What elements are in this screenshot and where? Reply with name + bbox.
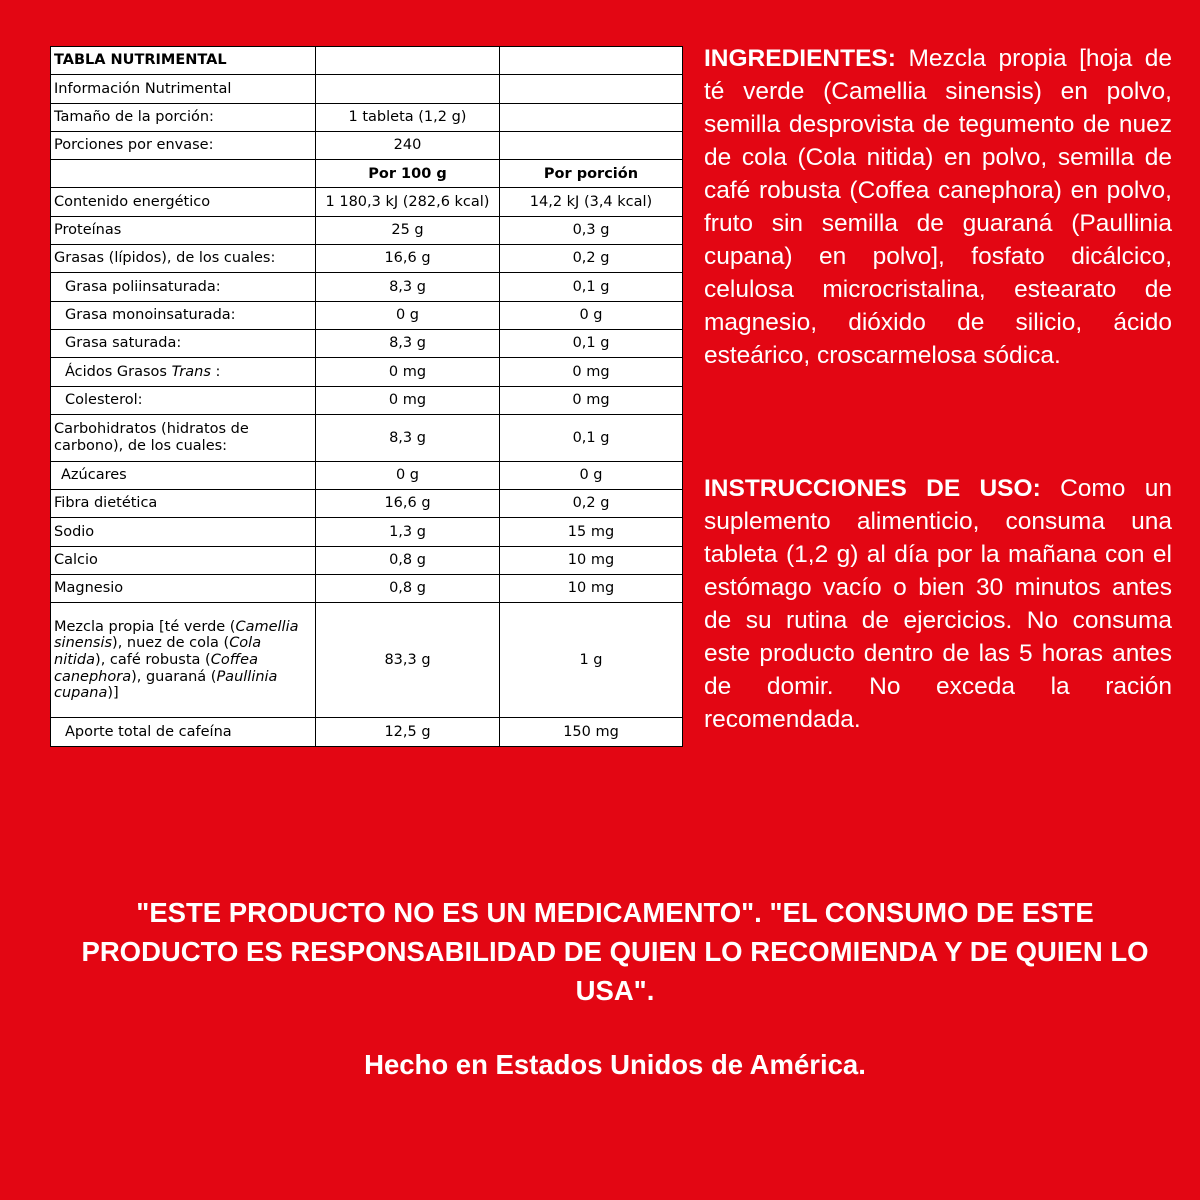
serving-size-value: 1 tableta (1,2 g) bbox=[316, 103, 500, 131]
row-label: Ácidos Grasos Trans : bbox=[51, 358, 316, 386]
table-row bbox=[51, 216, 683, 244]
row-per100: 12,5 g bbox=[316, 718, 500, 746]
table-title-row bbox=[51, 47, 683, 75]
row-per100: 0,8 g bbox=[316, 575, 500, 603]
ingredients-heading: INGREDIENTES: bbox=[704, 45, 896, 72]
row-per100: 8,3 g bbox=[316, 414, 500, 461]
instructions-text: Como un suplemento alimenticio, consuma una tableta (1,2 g) al día por la mañana con el estómago vacío o bien 30 minutos antes de su rutina de ejercicios. No consuma este producto dentro de las 5 horas antes de domir. No exceda la ración recomendada. bbox=[704, 475, 1173, 733]
column-header-per100: Por 100 g bbox=[316, 160, 500, 188]
instructions-paragraph bbox=[704, 472, 1172, 736]
instructions-heading: INSTRUCCIONES DE USO: bbox=[704, 475, 1041, 502]
table-row bbox=[51, 414, 683, 461]
table-row bbox=[51, 575, 683, 603]
row-per100: 25 g bbox=[316, 216, 500, 244]
table-row bbox=[51, 386, 683, 414]
row-per100: 8,3 g bbox=[316, 273, 500, 301]
row-per100: 0 g bbox=[316, 301, 500, 329]
row-serving: 0,1 g bbox=[500, 273, 683, 301]
row-serving: 150 mg bbox=[500, 718, 683, 746]
row-label: Calcio bbox=[51, 546, 316, 574]
row-per100: 0,8 g bbox=[316, 546, 500, 574]
serving-size-row bbox=[51, 103, 683, 131]
row-label: Contenido energético bbox=[51, 188, 316, 216]
row-per100: 0 g bbox=[316, 461, 500, 489]
row-serving: 15 mg bbox=[500, 518, 683, 546]
row-serving: 10 mg bbox=[500, 575, 683, 603]
row-label: Magnesio bbox=[51, 575, 316, 603]
table-row bbox=[51, 461, 683, 489]
table-row bbox=[51, 518, 683, 546]
table-row bbox=[51, 245, 683, 273]
row-label: Carbohidratos (hidratos de carbono), de los cuales: bbox=[51, 414, 316, 461]
row-serving: 14,2 kJ (3,4 kcal) bbox=[500, 188, 683, 216]
row-label: Grasas (lípidos), de los cuales: bbox=[51, 245, 316, 273]
row-serving: 0,2 g bbox=[500, 490, 683, 518]
row-serving: 0 mg bbox=[500, 358, 683, 386]
row-per100: 16,6 g bbox=[316, 490, 500, 518]
nutrition-table-panel bbox=[50, 46, 682, 747]
row-label-blend: Mezcla propia [té verde (Camellia sinensis), nuez de cola (Cola nitida), café robusta (Coffea canephora), guaraná (Paullinia cupana)] bbox=[51, 603, 316, 718]
row-label: Proteínas bbox=[51, 216, 316, 244]
row-serving: 0 g bbox=[500, 461, 683, 489]
row-label: Fibra dietética bbox=[51, 490, 316, 518]
row-per100: 16,6 g bbox=[316, 245, 500, 273]
table-row bbox=[51, 273, 683, 301]
table-row bbox=[51, 603, 683, 718]
table-row bbox=[51, 329, 683, 357]
row-serving: 10 mg bbox=[500, 546, 683, 574]
servings-per-container-row bbox=[51, 131, 683, 159]
ingredients-paragraph bbox=[704, 42, 1172, 372]
legal-notice: "ESTE PRODUCTO NO ES UN MEDICAMENTO". "EL CONSUMO DE ESTE PRODUCTO ES RESPONSABILIDAD DE QUIEN LO RECOMIENDA Y DE QUIEN LO USA". bbox=[81, 897, 1149, 1006]
row-per100: 0 mg bbox=[316, 386, 500, 414]
row-per100: 83,3 g bbox=[316, 603, 500, 718]
row-serving: 0,1 g bbox=[500, 329, 683, 357]
table-row bbox=[51, 188, 683, 216]
nutrition-table bbox=[50, 46, 683, 747]
row-per100: 1,3 g bbox=[316, 518, 500, 546]
row-per100: 8,3 g bbox=[316, 329, 500, 357]
column-header-perserving: Por porción bbox=[500, 160, 683, 188]
row-serving: 0,2 g bbox=[500, 245, 683, 273]
row-serving: 0 mg bbox=[500, 386, 683, 414]
table-row bbox=[51, 718, 683, 746]
table-row bbox=[51, 301, 683, 329]
row-serving: 0,3 g bbox=[500, 216, 683, 244]
row-serving: 0 g bbox=[500, 301, 683, 329]
table-row bbox=[51, 358, 683, 386]
ingredients-text: Mezcla propia [hoja de té verde (Camellia sinensis) en polvo, semilla desprovista de tegumento de nuez de cola (Cola nitida) en polvo, semilla de café robusta (Coffea canephora) en polvo, fruto sin semilla de guaraná (Paullinia cupana) en polvo], fosfato dicálcico, celulosa microcristalina, estearato de magnesio, dióxido de silicio, ácido esteárico, croscarmelosa sódica. bbox=[704, 45, 1172, 369]
row-label: Grasa monoinsaturada: bbox=[51, 301, 316, 329]
row-per100: 1 180,3 kJ (282,6 kcal) bbox=[316, 188, 500, 216]
origin-statement: Hecho en Estados Unidos de América. bbox=[364, 1049, 866, 1080]
table-info-row bbox=[51, 75, 683, 103]
row-label: Colesterol: bbox=[51, 386, 316, 414]
table-info-label: Información Nutrimental bbox=[51, 75, 316, 103]
column-header-row bbox=[51, 160, 683, 188]
servings-per-container-value: 240 bbox=[316, 131, 500, 159]
table-title: TABLA NUTRIMENTAL bbox=[51, 47, 316, 75]
row-serving: 1 g bbox=[500, 603, 683, 718]
row-serving: 0,1 g bbox=[500, 414, 683, 461]
servings-per-container-label: Porciones por envase: bbox=[51, 131, 316, 159]
row-label: Sodio bbox=[51, 518, 316, 546]
row-label: Aporte total de cafeína bbox=[51, 718, 316, 746]
row-label: Azúcares bbox=[51, 461, 316, 489]
serving-size-label: Tamaño de la porción: bbox=[51, 103, 316, 131]
table-row bbox=[51, 546, 683, 574]
row-label: Grasa poliinsaturada: bbox=[51, 273, 316, 301]
row-label: Grasa saturada: bbox=[51, 329, 316, 357]
table-row bbox=[51, 490, 683, 518]
row-per100: 0 mg bbox=[316, 358, 500, 386]
